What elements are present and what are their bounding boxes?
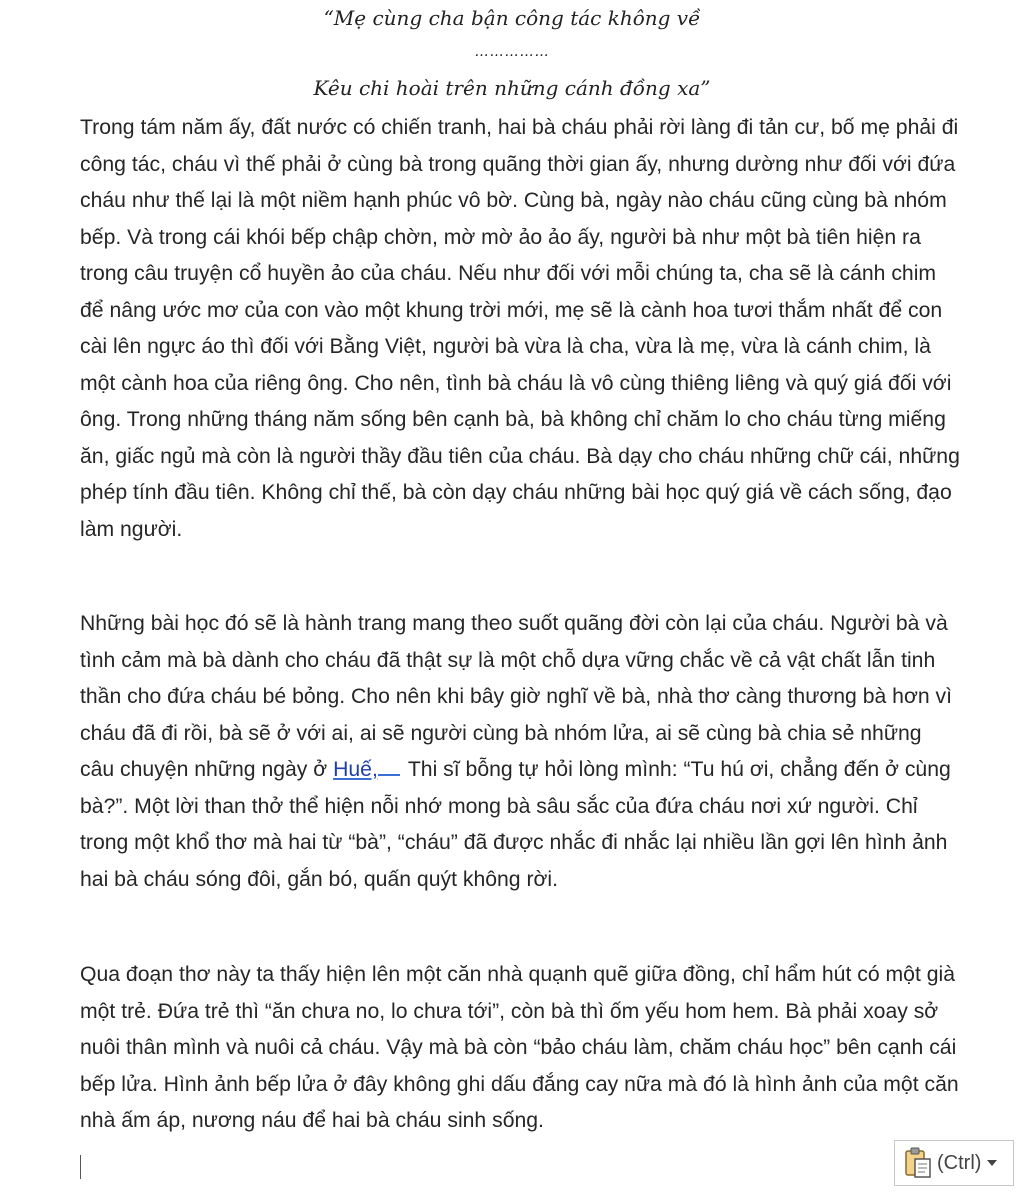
paragraph-2-text: [80, 606, 960, 898]
poem-line-2: Kêu chi hoài trên những cánh đồng xa”: [313, 76, 711, 100]
text-cursor[interactable]: [80, 1155, 81, 1179]
paragraph-2-text-start: Những bài học đó sẽ là hành trang mang theo suốt quãng đời còn lại của cháu. Người bà và tình cảm mà bà dành cho cháu đã thật sự là một chỗ dựa vững chắc về cả vật chất lẫn tinh thần cho đứa cháu bé bỏng. Cho nên khi bây giờ nghĩ về bà, nhà thơ càng thương bà hơn vì cháu đã đi rồi, bà sẽ ở với ai, ai sẽ người cùng bà nhóm lửa, ai sẽ cùng bà chia sẻ những câu chuyện những ngày ở: [80, 612, 953, 781]
paste-options-label: (Ctrl): [937, 1151, 982, 1174]
proofing-squiggle: [378, 762, 400, 776]
paragraph-1-text: Trong tám năm ấy, đất nước có chiến tranh, hai bà cháu phải rời làng đi tản cư, bố mẹ phải đi công tác, cháu vì thế phải ở cùng bà trong quãng thời gian ấy, nhưng dường như đối với đứa cháu như thế lại là một niềm hạnh phúc vô bờ. Cùng bà, ngày nào cháu cũng cùng bà nhóm bếp. Và trong cái khói bếp chập chờn, mờ mờ ảo ảo ấy, người bà như một bà tiên hiện ra trong câu truyện cổ huyền ảo của cháu. Nếu như đối với mỗi chúng ta, cha sẽ là cánh chim để nâng ước mơ của con vào một khung trời mới, mẹ sẽ là cành hoa tươi thắm nhất để con cài lên ngực áo thì đối với Bằng Việt, người bà vừa là cha, vừa là mẹ, vừa là cánh chim, là một cành hoa của riêng ông. Cho nên, tình bà cháu là vô cùng thiêng liêng và quý giá đối với ông. Trong những tháng năm sống bên cạnh bà, bà không chỉ chăm lo cho cháu từng miếng ăn, giấc ngủ mà còn là người thầy đầu tiên của cháu. Bà dạy cho cháu những chữ cái, những phép tính đầu tiên. Không chỉ thế, bà còn dạy cháu những bài học quý giá về cách sống, đạo làm người.: [80, 116, 960, 541]
clipboard-icon: [903, 1146, 933, 1180]
paragraph-2-text-end: Thi sĩ bỗng tự hỏi lòng mình: “Tu hú ơi, chẳng đến ở cùng bà?”. Một lời than thở thể hiện nỗi nhớ mong bà sâu sắc của đứa cháu nơi xứ người. Chỉ trong một khổ thơ mà hai từ “bà”, “cháu” đã được nhắc đi nhắc lại nhiều lần gợi lên hình ảnh hai bà cháu sóng đôi, gắn bó, quấn quýt không rời.: [80, 758, 951, 891]
poem-line-1: “Mẹ cùng cha bận công tác không về: [323, 6, 701, 30]
paste-options-button[interactable]: [894, 1140, 1014, 1186]
poem-ellipsis: ……………: [474, 44, 550, 60]
proofing-link-hue[interactable]: Huế,: [333, 758, 378, 781]
paragraph-3-text: Qua đoạn thơ này ta thấy hiện lên một căn nhà quạnh quẽ giữa đồng, chỉ hẩm hút có một già một trẻ. Đứa trẻ thì “ăn chưa no, lo chưa tới”, còn bà thì ốm yếu hom hem. Bà phải xoay sở nuôi thân mình và nuôi cả cháu. Vậy mà bà còn “bảo cháu làm, chăm cháu học” bên cạnh cái bếp lửa. Hình ảnh bếp lửa ở đây không ghi dấu đắng cay nữa mà đó là hình ảnh của một căn nhà ấm áp, nương náu để hai bà cháu sinh sống.: [80, 963, 959, 1132]
paragraph-3: [80, 957, 960, 1140]
paragraph-1: [80, 110, 960, 548]
chevron-down-icon[interactable]: [987, 1160, 997, 1166]
paragraph-2: [80, 606, 960, 898]
